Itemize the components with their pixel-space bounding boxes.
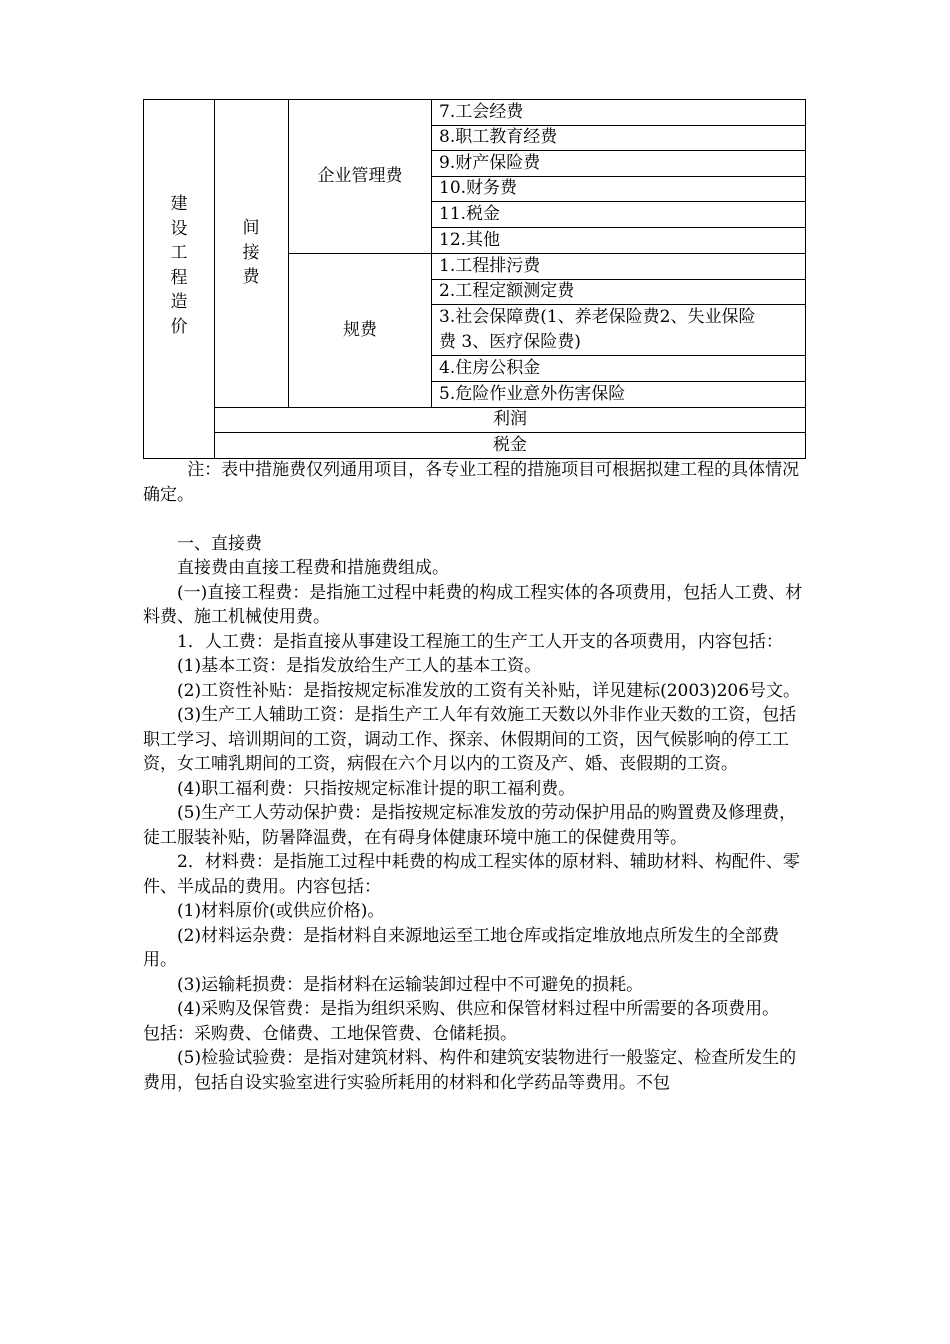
- paragraph: (5)检验试验费：是指对建筑材料、构件和建筑安装物进行一般鉴定、检查所发生的费用，包括自设实验室进行实验所耗用的材料和化学药品等费用。不包: [143, 1048, 797, 1093]
- mgmt-item: 12.其他: [439, 230, 501, 250]
- gui-item: 2.工程定额测定费: [439, 281, 575, 301]
- mgmt-item: 9.财产保险费: [439, 153, 541, 173]
- table-note: 注：表中措施费仅列通用项目，各专业工程的措施项目可根据拟建工程的具体情况确定。: [143, 460, 800, 505]
- table-border: [143, 99, 144, 459]
- gui-item: 4.住房公积金: [439, 358, 541, 378]
- paragraph: (1)基本工资：是指发放给生产工人的基本工资。: [177, 656, 542, 676]
- table-border: [214, 99, 215, 459]
- mgmt-item: 11.税金: [439, 204, 501, 224]
- gui-item: 3.社会保障费(1、养老保险费2、失业保险: [439, 307, 756, 327]
- table-border: [288, 253, 806, 254]
- table-col1-label: 建 设 工 程 造 价: [170, 194, 188, 337]
- row-profit: 利润: [493, 409, 527, 429]
- paragraph: (5)生产工人劳动保护费：是指按规定标准发放的劳动保护用品的购置费及修理费，徒工服装补贴，防暑降温费，在有碍身体健康环境中施工的保健费用等。: [143, 803, 797, 848]
- paragraph: 包括：采购费、仓储费、工地保管费、仓储耗损。: [143, 1023, 517, 1044]
- paragraph: (一)直接工程费：是指施工过程中耗费的构成工程实体的各项费用，包括人工费、材料费、施工机械使用费。: [143, 582, 803, 627]
- paragraph: (4)职工福利费：只指按规定标准计提的职工福利费。: [177, 778, 576, 799]
- table-col2-label: 间 接 费: [242, 218, 260, 287]
- row-tax: 税金: [493, 435, 527, 455]
- gui-item: 5.危险作业意外伤害保险: [439, 384, 626, 404]
- paragraph: (3)运输耗损费：是指材料在运输装卸过程中不可避免的损耗。: [177, 974, 644, 995]
- group-gui-fee: 规费: [343, 320, 377, 340]
- paragraph: (1)材料原价(或供应价格)。: [177, 901, 385, 921]
- document-body: [143, 458, 807, 1095]
- mgmt-item: 10.财务费: [439, 178, 518, 198]
- paragraph: (4)采购及保管费：是指为组织采购、供应和保管材料过程中所需要的各项费用。: [177, 999, 780, 1019]
- gui-item: 1.工程排污费: [439, 256, 541, 276]
- section-heading: 一、直接费: [177, 533, 262, 554]
- mgmt-item: 8.职工教育经费: [439, 127, 558, 147]
- paragraph: 2．材料费：是指施工过程中耗费的构成工程实体的原材料、辅助材料、构配件、零件、半成品的费用。内容包括：: [143, 852, 800, 897]
- paragraph: 1．人工费：是指直接从事建设工程施工的生产工人开支的各项费用，内容包括：: [177, 631, 783, 652]
- paragraph: (3)生产工人辅助工资：是指生产工人年有效施工天数以外非作业天数的工资，包括职工学习、培训期间的工资，调动工作、探亲、休假期间的工资，因气候影响的停工工资，女工哺乳期间的工资，病假在六个月以内的工资及产、婚、丧假期的工资。: [143, 705, 797, 774]
- gui-item: 费 3、医疗保险费): [439, 332, 581, 352]
- paragraph: (2)工资性补贴：是指按规定标准发放的工资有关补贴，详见建标(2003)206号文。: [177, 680, 801, 701]
- group-mgmt-fee: 企业管理费: [317, 166, 403, 186]
- paragraph: (2)材料运杂费：是指材料自来源地运至工地仓库或指定堆放地点所发生的全部费用。: [143, 925, 780, 970]
- paragraph: 直接费由直接工程费和措施费组成。: [177, 558, 449, 578]
- mgmt-item: 7.工会经费: [439, 102, 524, 122]
